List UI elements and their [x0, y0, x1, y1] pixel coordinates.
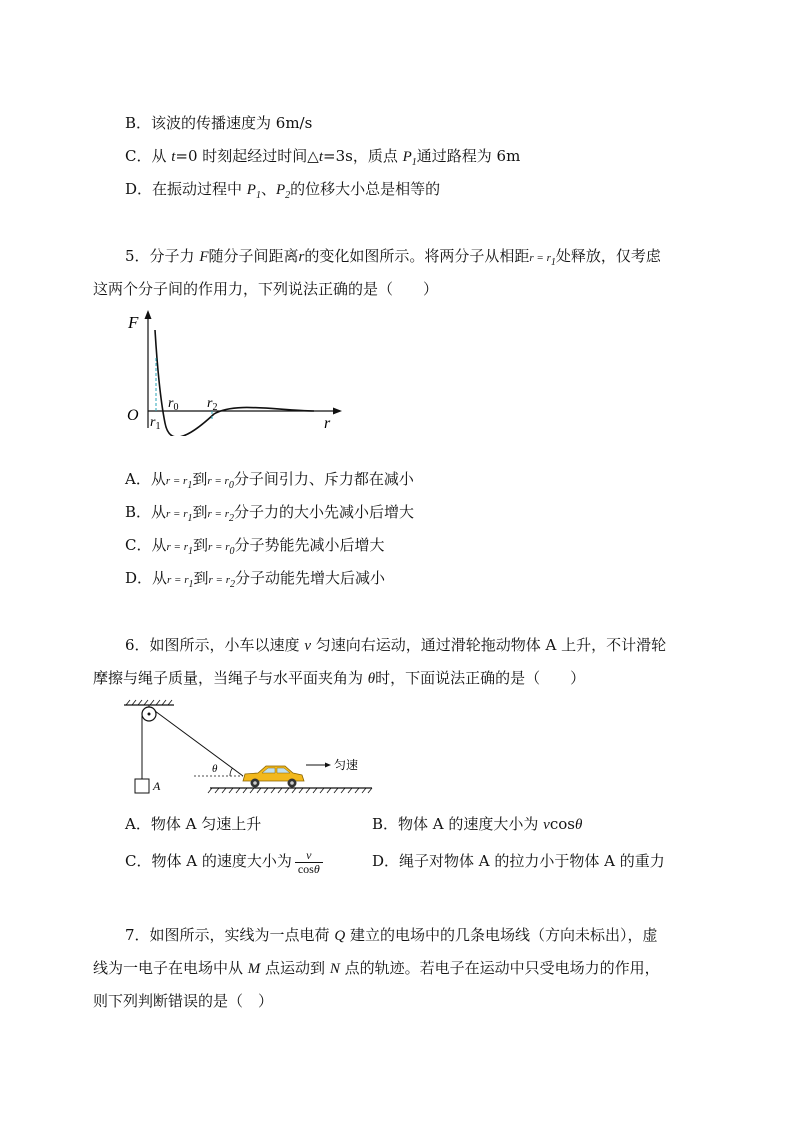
q6-option-b: B．物体 A 的速度大小为 vcosθ	[372, 815, 583, 833]
label-O: O	[127, 407, 139, 424]
q4-option-d: D．在振动过程中 $P_1$、$P_2$的位移大小总是相等的	[125, 180, 441, 201]
q6-option-c: C．物体 A 的速度大小为 $\frac{v}{\cos\theta}$	[125, 846, 323, 876]
q4-option-b: B．该波的传播速度为 6m/s	[125, 114, 313, 132]
label-F: F	[128, 313, 139, 332]
q5-option-c: C．从$r = r_1$到$r = r_0$分子势能先减小后增大	[125, 536, 385, 557]
q5-option-a: A．从$r = r_1$到$r = r_0$分子间引力、斥力都在减小	[125, 470, 414, 491]
q7-stem-line2: 线为一电子在电场中从 M 点运动到 N 点的轨迹。若电子在运动中只受电场力的作用，	[93, 959, 660, 977]
motion-arrowhead	[325, 763, 331, 768]
block-a-label: A	[153, 779, 161, 793]
ground-hatch	[208, 788, 372, 793]
rope-slanted	[155, 711, 243, 776]
ceiling-hatch	[126, 700, 172, 705]
label-r1: $r_1$	[150, 415, 161, 432]
q6-stem-line2: 摩擦与绳子质量，当绳子与水平面夹角为 θ时，下面说法正确的是（ ）	[93, 669, 586, 687]
block-a	[135, 779, 149, 793]
label-r0: $r_0$	[168, 396, 179, 413]
fraction-v-over-cos-theta: $\frac{v}{\cos\theta}$	[295, 849, 323, 876]
label-r2: $r_2$	[207, 396, 218, 413]
car	[243, 766, 304, 788]
q7-stem-line3: 则下列判断错误的是（ ）	[93, 992, 274, 1010]
theta-label: θ	[212, 763, 218, 775]
q6-stem-line1: 6．如图所示，小车以速度 v 匀速向右运动，通过滑轮拖动物体 A 上升，不计滑轮	[125, 636, 667, 654]
q5-option-b: B．从$r = r_1$到$r = r_2$分子力的大小先减小后增大	[125, 503, 415, 524]
q5-option-d: D．从$r = r_1$到$r = r_2$分子动能先增大后减小	[125, 569, 386, 590]
graph-y-arrow	[145, 310, 152, 319]
q6-option-d: D．绳子对物体 A 的拉力小于物体 A 的重力	[372, 852, 665, 870]
q7-stem-line1: 7．如图所示，实线为一点电荷 Q 建立的电场中的几条电场线（方向未标出），虚	[125, 926, 658, 944]
q6-option-a: A．物体 A 匀速上升	[125, 815, 262, 833]
label-r-axis: r	[324, 415, 331, 432]
q5-force-graph	[124, 308, 344, 436]
q6-pulley-figure	[122, 697, 377, 803]
q4-option-c: C．从 t=0 时刻起经过时间△t=3s，质点 $P_1$通过路程为 6m	[125, 147, 521, 168]
q5-stem-line1: 5．分子力 F随分子间距离r的变化如图所示。将两分子从相距$r = r_1$处释放，仅考虑	[125, 247, 661, 268]
theta-arc	[230, 768, 233, 776]
q5-stem-line2: 这两个分子间的作用力，下列说法正确的是（ ）	[93, 280, 439, 298]
graph-x-arrow	[333, 408, 342, 415]
pulley-axle	[148, 713, 151, 716]
force-curve	[155, 330, 314, 436]
motion-label: 匀速	[334, 758, 359, 772]
